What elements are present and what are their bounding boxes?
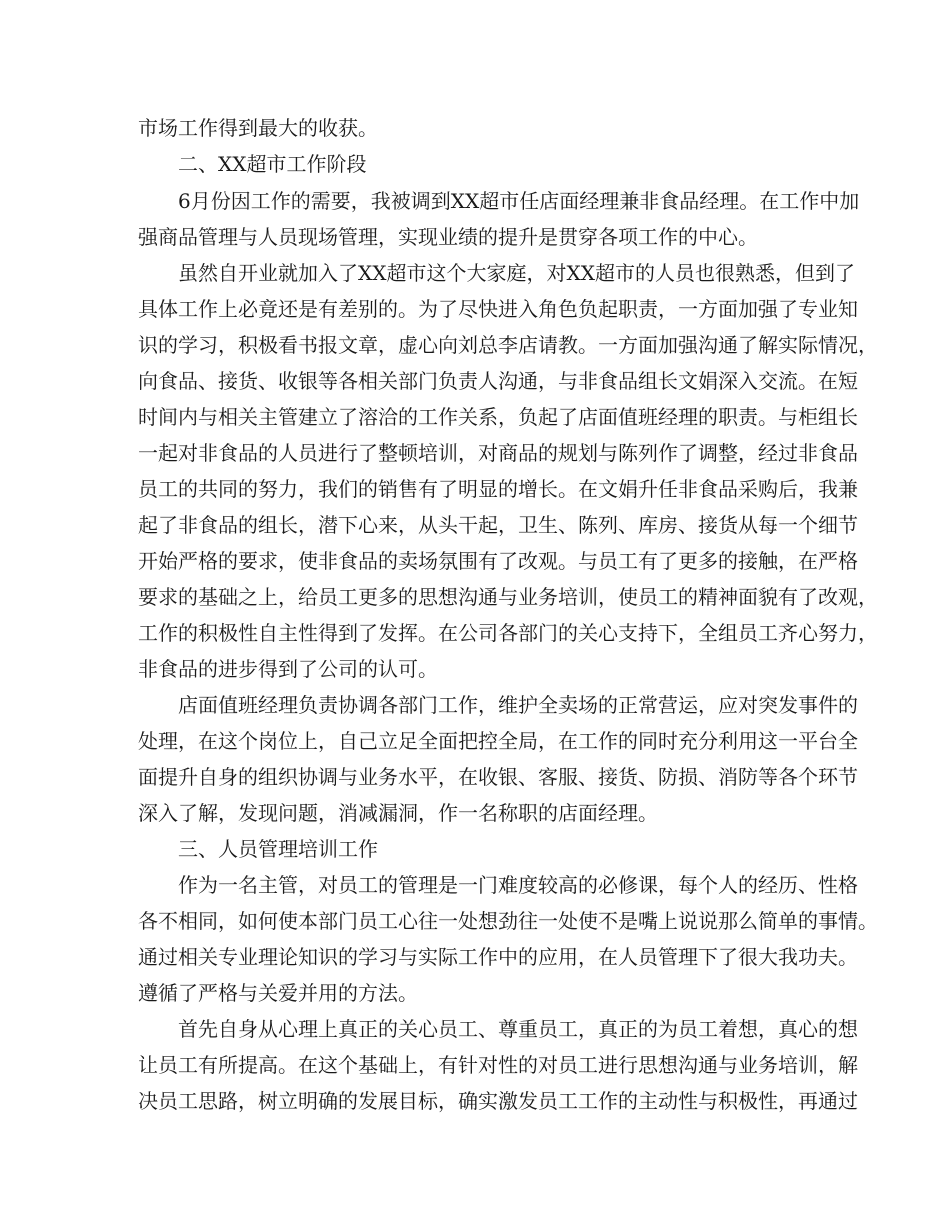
text-line: 遵循了严格与关爱并用的方法。 bbox=[138, 981, 418, 1005]
text-line: 深入了解，发现问题，消减漏洞，作一名称职的店面经理。 bbox=[138, 801, 658, 825]
text-line: 非食品的进步得到了公司的认可。 bbox=[138, 657, 438, 681]
text-line: 市场工作得到最大的收获。 bbox=[138, 116, 378, 140]
text-line: 工作的积极性自主性得到了发挥。在公司各部门的关心支持下，全组员工齐心努力， bbox=[138, 621, 878, 645]
text-line: 作为一名主管，对员工的管理是一门难度较高的必修课，每个人的经历、性格 bbox=[178, 873, 858, 897]
text-line: 虽然自开业就加入了XX超市这个大家庭，对XX超市的人员也很熟悉，但到了 bbox=[178, 261, 855, 285]
text-line: 各不相同，如何使本部门员工心往一处想劲往一处使不是嘴上说说那么简单的事情。 bbox=[138, 909, 878, 933]
text-line: 让员工有所提高。在这个基础上，有针对性的对员工进行思想沟通与业务培训，解 bbox=[138, 1053, 858, 1077]
text-line: 强商品管理与人员现场管理，实现业绩的提升是贯穿各项工作的中心。 bbox=[138, 225, 758, 249]
text-line: 面提升自身的组织协调与业务水平，在收银、客服、接货、防损、消防等各个环节 bbox=[138, 765, 858, 789]
text-line: 决员工思路，树立明确的发展目标，确实激发员工工作的主动性与积极性，再通过 bbox=[138, 1089, 858, 1113]
text-line: 要求的基础之上，给员工更多的思想沟通与业务培训，使员工的精神面貌有了改观， bbox=[138, 585, 878, 609]
text-line: 识的学习，积极看书报文章，虚心向刘总李店请教。一方面加强沟通了解实际情况， bbox=[138, 333, 878, 357]
text-line: 首先自身从心理上真正的关心员工、尊重员工，真正的为员工着想，真心的想 bbox=[178, 1017, 858, 1041]
section-heading: 三、人员管理培训工作 bbox=[178, 837, 378, 861]
text-line: 6月份因工作的需要，我被调到XX超市任店面经理兼非食品经理。在工作中加 bbox=[178, 189, 860, 213]
text-line: 一起对非食品的人员进行了整顿培训，对商品的规划与陈列作了调整，经过非食品 bbox=[138, 441, 858, 465]
section-heading: 二、XX超市工作阶段 bbox=[178, 152, 367, 176]
text-line: 向食品、接货、收银等各相关部门负责人沟通，与非食品组长文娟深入交流。在短 bbox=[138, 369, 858, 393]
text-line: 时间内与相关主管建立了溶洽的工作关系，负起了店面值班经理的职责。与柜组长 bbox=[138, 405, 858, 429]
text-line: 具体工作上必竟还是有差别的。为了尽快进入角色负起职责，一方面加强了专业知 bbox=[138, 297, 858, 321]
text-line: 员工的共同的努力，我们的销售有了明显的增长。在文娟升任非食品采购后，我兼 bbox=[138, 477, 858, 501]
text-line: 通过相关专业理论知识的学习与实际工作中的应用，在人员管理下了很大我功夫。 bbox=[138, 945, 858, 969]
text-line: 起了非食品的组长，潜下心来，从头干起，卫生、陈列、库房、接货从每一个细节 bbox=[138, 513, 858, 537]
text-line: 店面值班经理负责协调各部门工作，维护全卖场的正常营运，应对突发事件的 bbox=[178, 693, 858, 717]
text-line: 开始严格的要求，使非食品的卖场氛围有了改观。与员工有了更多的接触，在严格 bbox=[138, 549, 858, 573]
text-line: 处理，在这个岗位上，自己立足全面把控全局，在工作的同时充分利用这一平台全 bbox=[138, 729, 858, 753]
